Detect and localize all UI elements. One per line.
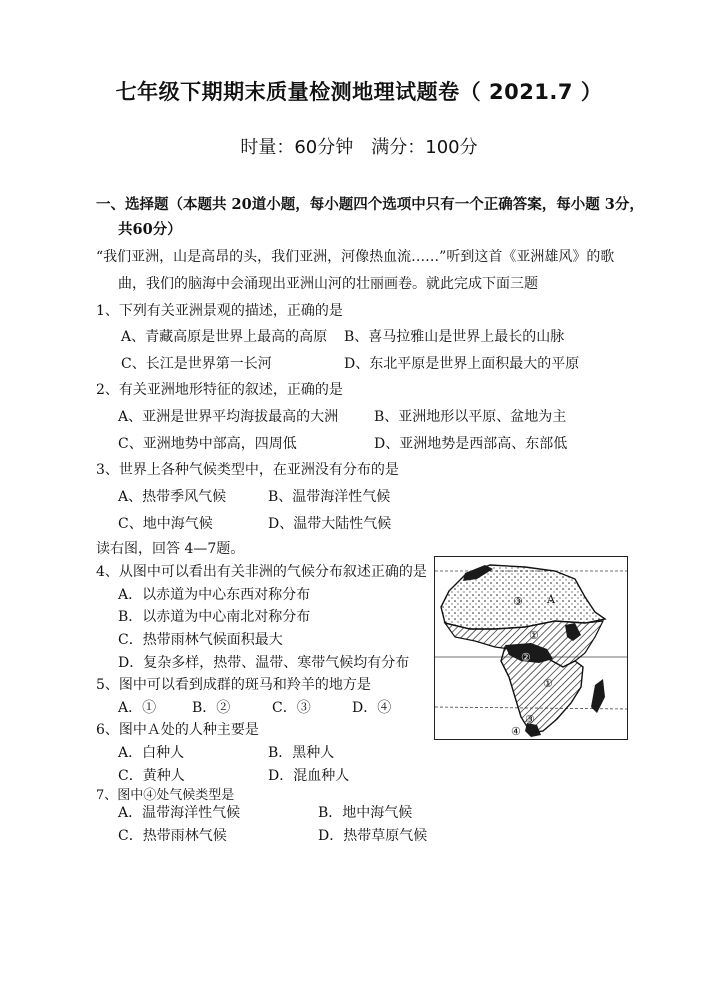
map-label: ④ xyxy=(511,725,521,738)
question-stem: 4、从图中可以看出有关非洲的气候分布叙述正确的是 xyxy=(96,564,427,580)
page-subtitle: 时量：60分钟 满分：100分 xyxy=(240,137,478,158)
question-stem: 2、有关亚洲地形特征的叙述，正确的是 xyxy=(96,382,343,398)
question-stem: 5、图中可以看到成群的斑马和羚羊的地方是 xyxy=(96,677,371,693)
option[interactable]: C．热带雨林气候 xyxy=(118,828,227,844)
option[interactable]: B．以赤道为中心南北对称分布 xyxy=(118,609,311,625)
option[interactable]: D、亚洲地势是西部高、东部低 xyxy=(374,436,568,452)
question-stem: 7、图中④处气候类型是 xyxy=(96,788,235,803)
map-label: ③ xyxy=(525,713,535,726)
option[interactable]: A．① xyxy=(118,700,157,716)
option[interactable]: C．③ xyxy=(272,700,311,716)
option[interactable]: B、温带海洋性气候 xyxy=(268,489,391,505)
intro-text-cont: 曲，我们的脑海中会涌现出亚洲山河的壮丽画卷。就此完成下面三题 xyxy=(118,276,538,292)
option[interactable]: A、青藏高原是世界上最高的高原 xyxy=(121,329,328,345)
map-label: ① xyxy=(543,677,553,690)
map-label: ② xyxy=(521,651,531,664)
page-title: 七年级下期期末质量检测地理试题卷（ 2021.7 ） xyxy=(115,80,603,104)
option[interactable]: A．以赤道为中心东西对称分布 xyxy=(118,587,311,603)
option[interactable]: C．热带雨林气候面积最大 xyxy=(118,632,283,648)
option[interactable]: D．④ xyxy=(352,700,392,716)
option[interactable]: A．白种人 xyxy=(118,745,185,761)
africa-map-svg xyxy=(435,557,627,739)
option[interactable]: B、亚洲地形以平原、盆地为主 xyxy=(374,409,567,425)
section-heading: 一、选择题（本题共 20道小题，每小题四个选项中只有一个正确答案，每小题 3分， xyxy=(96,196,644,213)
africa-climate-map xyxy=(434,556,628,740)
option[interactable]: C、长江是世界第一长河 xyxy=(121,356,272,372)
option[interactable]: B、喜马拉雅山是世界上最长的山脉 xyxy=(344,329,565,345)
question-stem: 3、世界上各种气候类型中，在亚洲没有分布的是 xyxy=(96,462,399,478)
option[interactable]: D．混血种人 xyxy=(268,768,350,784)
map-label: ③ xyxy=(513,595,523,608)
option[interactable]: C、亚洲地势中部高，四周低 xyxy=(118,436,297,452)
option[interactable]: D、东北平原是世界上面积最大的平原 xyxy=(344,356,580,372)
option[interactable]: B．地中海气候 xyxy=(318,805,413,821)
madagascar-island xyxy=(591,679,605,713)
question-stem: 6、图中Ａ处的人种主要是 xyxy=(96,722,259,738)
option[interactable]: A．温带海洋性气候 xyxy=(118,805,241,821)
option[interactable]: D、温带大陆性气候 xyxy=(268,516,392,532)
option[interactable]: B．黑种人 xyxy=(268,745,335,761)
option[interactable]: C、地中海气候 xyxy=(118,516,213,532)
map-label: ① xyxy=(529,629,539,642)
option[interactable]: B．② xyxy=(192,700,231,716)
option[interactable]: A、亚洲是世界平均海拔最高的大洲 xyxy=(118,409,339,425)
map-label: A xyxy=(547,593,555,606)
read-map-instruction: 读右图，回答 4—7题。 xyxy=(96,541,245,557)
option[interactable]: D．复杂多样，热带、温带、寒带气候均有分布 xyxy=(118,655,410,671)
option[interactable]: D．热带草原气候 xyxy=(318,828,428,844)
intro-text: “我们亚洲，山是高昂的头，我们亚洲，河像热血流……”听到这首《亚洲雄风》的歌 xyxy=(96,249,615,265)
question-stem: 1、下列有关亚洲景观的描述，正确的是 xyxy=(96,303,343,319)
section-heading-cont: 共60分） xyxy=(118,221,182,238)
option[interactable]: A、热带季风气候 xyxy=(118,489,227,505)
option[interactable]: C．黄种人 xyxy=(118,768,185,784)
